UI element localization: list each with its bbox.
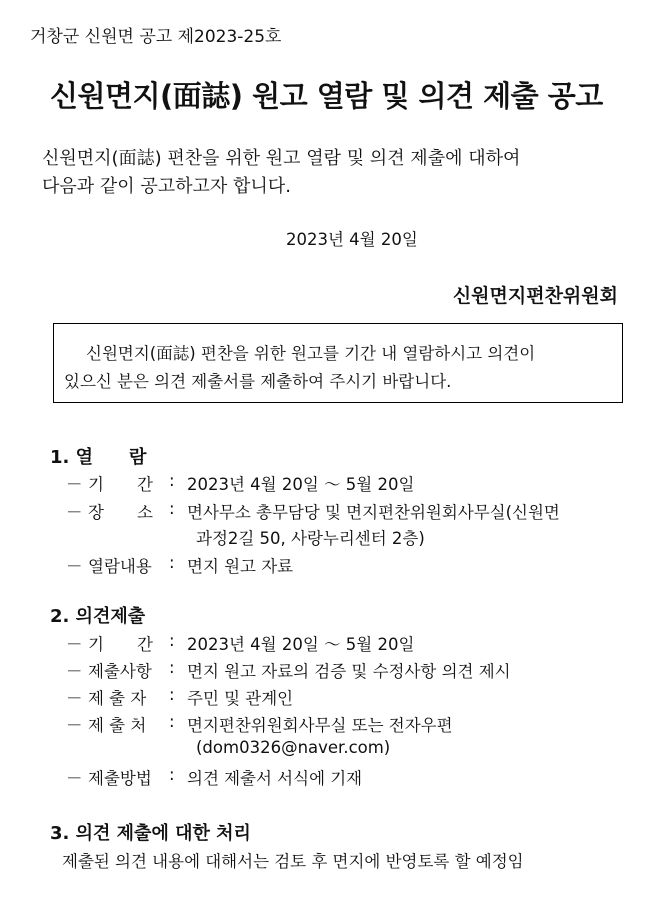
notice-date: 2023년 4월 20일	[286, 230, 418, 249]
intro-line-2: 다음과 같이 공고하고자 합니다.	[42, 176, 291, 197]
item-value: 면지 원고 자료의 검증 및 수정사항 의견 제시	[187, 662, 511, 681]
list-dash: －	[66, 716, 83, 735]
item-colon: :	[169, 685, 175, 704]
item-label: 장 소	[88, 503, 153, 522]
item-label: 제출방법	[88, 769, 152, 788]
section-1-heading: 1. 열 람	[50, 447, 147, 468]
list-dash: －	[66, 503, 83, 522]
item-label: 제 출 처	[88, 716, 147, 735]
list-dash: －	[66, 557, 83, 576]
list-dash: －	[66, 475, 83, 494]
notice-number: 거창군 신원면 공고 제2023-25호	[30, 27, 282, 47]
item-colon: :	[169, 658, 175, 677]
list-dash: －	[66, 662, 83, 681]
list-dash: －	[66, 769, 83, 788]
intro-line-1: 신원면지(面誌) 편찬을 위한 원고 열람 및 의견 제출에 대하여	[42, 148, 521, 169]
item-label: 기 간	[88, 475, 153, 494]
section-3-heading: 3. 의견 제출에 대한 처리	[50, 823, 251, 844]
item-colon: :	[169, 765, 175, 784]
box-line-2: 있으신 분은 의견 제출서를 제출하여 주시기 바랍니다.	[64, 372, 452, 391]
item-colon: :	[169, 553, 175, 572]
item-value: 면지편찬위원회사무실 또는 전자우편	[187, 716, 453, 735]
box-line-1: 신원면지(面誌) 편찬을 위한 원고를 기간 내 열람하시고 의견이	[86, 344, 536, 363]
item-label: 제출사항	[88, 662, 152, 681]
organization-name: 신원면지편찬위원회	[452, 285, 618, 307]
item-colon: :	[169, 471, 175, 490]
section-3-text: 제출된 의견 내용에 대해서는 검토 후 면지에 반영토록 할 예정임	[62, 852, 524, 871]
item-colon: :	[169, 499, 175, 518]
item-label: 열람내용	[88, 557, 152, 576]
section-2-heading: 2. 의견제출	[50, 606, 146, 627]
page-title: 신원면지(面誌) 원고 열람 및 의견 제출 공고	[50, 79, 603, 113]
item-value: 면사무소 총무담당 및 면지편찬위원회사무실(신원면	[187, 503, 560, 522]
item-value: 주민 및 관계인	[187, 689, 294, 708]
item-value: 2023년 4월 20일 ～ 5월 20일	[187, 475, 415, 494]
item-value: 의견 제출서 서식에 기재	[187, 769, 363, 788]
item-colon: :	[169, 712, 175, 731]
email-address: (dom0326@naver.com)	[196, 738, 391, 757]
item-value-continued: 과정2길 50, 사랑누리센터 2층)	[196, 529, 425, 548]
list-dash: －	[66, 689, 83, 708]
item-value: 2023년 4월 20일 ～ 5월 20일	[187, 635, 415, 654]
notice-box	[53, 323, 623, 403]
item-label: 기 간	[88, 635, 153, 654]
item-value: 면지 원고 자료	[187, 557, 294, 576]
list-dash: －	[66, 635, 83, 654]
item-colon: :	[169, 631, 175, 650]
item-label: 제 출 자	[88, 689, 147, 708]
